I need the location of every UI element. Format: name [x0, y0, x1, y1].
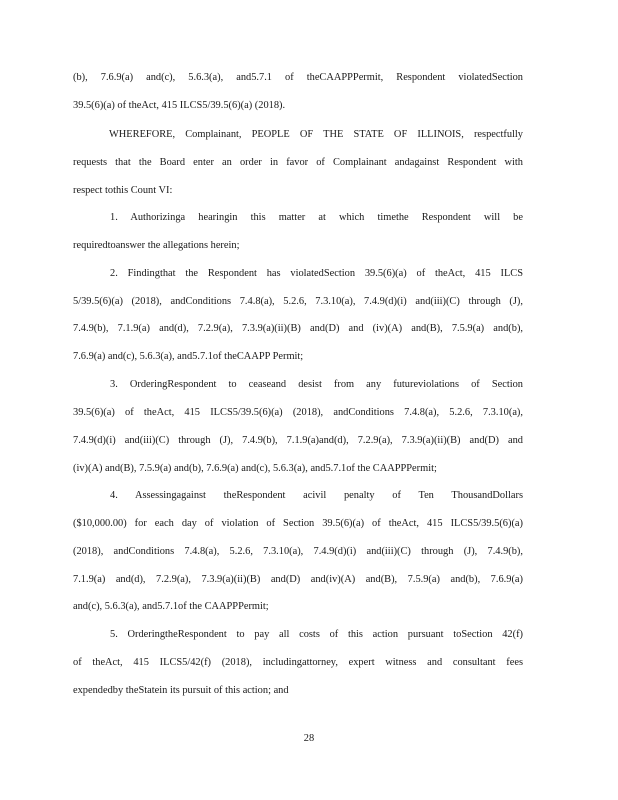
text-line: (b), 7.6.9(a) and(c), 5.6.3(a), and5.7.1 of theCAAPPPermit, Respondent violatedSection: [73, 72, 523, 83]
text-line: and(c), 5.6.3(a), and5.7.1of the CAAPPPermit;: [73, 601, 269, 612]
list-item: 5. OrderingtheRespondent to pay all costs of this action pursuant toSection 42(f): [110, 629, 523, 640]
text-line: (iv)(A) and(B), 7.5.9(a) and(b), 7.6.9(a) and(c), 5.6.3(a), and5.7.1of the CAAPPPermit;: [73, 463, 437, 474]
list-item: 4. Assessingagainst theRespondent acivil penalty of Ten ThousandDollars: [110, 490, 523, 501]
text-line: of theAct, 415 ILCS5/42(f) (2018), includingattorney, expert witness and consultant fees: [73, 657, 523, 668]
text-line: 39.5(6)(a) of theAct, 415 ILCS5/39.5(6)(a) (2018), andConditions 7.4.8(a), 5.2.6, 7.3.10(a),: [73, 407, 523, 418]
text-line: requiredtoanswer the allegations herein;: [73, 240, 240, 251]
list-item: 2. Findingthat the Respondent has violatedSection 39.5(6)(a) of theAct, 415 ILCS: [110, 268, 523, 279]
text-line: (2018), andConditions 7.4.8(a), 5.2.6, 7.3.10(a), 7.4.9(d)(i) and(iii)(C) through (J), 7.4.9(b),: [73, 546, 523, 557]
text-line: requests that the Board enter an order in favor of Complainant andagainst Respondent with: [73, 157, 523, 168]
text-line: WHEREFORE, Complainant, PEOPLE OF THE STATE OF ILLINOIS, respectfully: [109, 129, 523, 140]
list-item: 3. OrderingRespondent to ceaseand desist from any futureviolations of Section: [110, 379, 523, 390]
text-line: 7.1.9(a) and(d), 7.2.9(a), 7.3.9(a)(ii)(B) and(D) and(iv)(A) and(B), 7.5.9(a) and(b), 7.6.9(a): [73, 574, 523, 585]
text-line: 7.4.9(b), 7.1.9(a) and(d), 7.2.9(a), 7.3.9(a)(ii)(B) and(D) and (iv)(A) and(B), 7.5.9(a) and(b),: [73, 323, 523, 334]
text-line: 5/39.5(6)(a) (2018), andConditions 7.4.8(a), 5.2.6, 7.3.10(a), 7.4.9(d)(i) and(iii)(C) through (J),: [73, 296, 523, 307]
text-line: ($10,000.00) for each day of violation of Section 39.5(6)(a) of theAct, 415 ILCS5/39.5(6)(a): [73, 518, 523, 529]
text-line: 7.4.9(d)(i) and(iii)(C) through (J), 7.4.9(b), 7.1.9(a)and(d), 7.2.9(a), 7.3.9(a)(ii)(B) and(D) and: [73, 435, 523, 446]
page-number: 28: [303, 733, 315, 744]
text-line: expendedby theStatein its pursuit of this action; and: [73, 685, 289, 696]
text-line: 7.6.9(a) and(c), 5.6.3(a), and5.7.1of theCAAPP Permit;: [73, 351, 304, 362]
list-item: 1. Authorizinga hearingin this matter at which timethe Respondent will be: [110, 212, 523, 223]
text-line: respect tothis Count VI:: [73, 185, 173, 196]
text-line: 39.5(6)(a) of theAct, 415 ILCS5/39.5(6)(a) (2018).: [73, 100, 286, 111]
